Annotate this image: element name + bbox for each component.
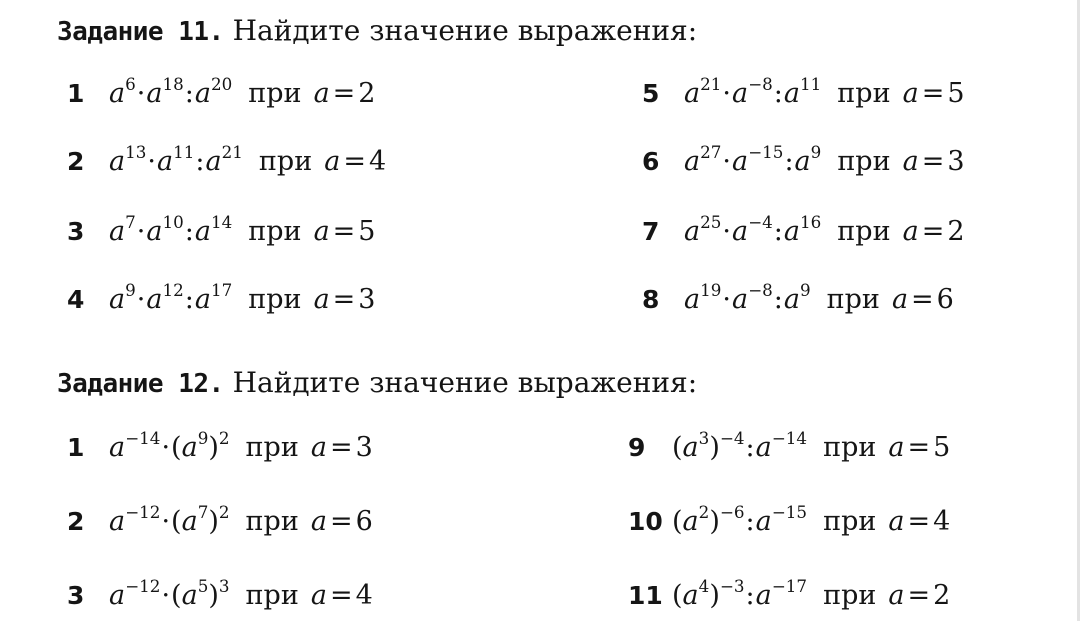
- equals-sign: =: [332, 216, 356, 247]
- right-paren: ): [208, 580, 219, 611]
- colon-operator: :: [184, 216, 194, 247]
- variable: a: [902, 146, 919, 177]
- exponent: 9: [810, 142, 822, 163]
- task-12-problem-3: [67, 576, 373, 611]
- expression: [672, 502, 808, 537]
- variable: a: [313, 284, 330, 315]
- condition-value: 6: [355, 506, 373, 537]
- exponent: −8: [748, 74, 773, 95]
- variable: a: [181, 432, 198, 463]
- condition-value: 2: [358, 78, 376, 109]
- variable: a: [157, 146, 174, 177]
- task-11-problem-3: [67, 212, 376, 247]
- exponent: −15: [771, 502, 808, 523]
- exponent: 17: [210, 280, 233, 301]
- exponent: 13: [125, 142, 147, 163]
- right-paren: ): [208, 506, 219, 537]
- exponent: −6: [719, 502, 745, 523]
- variable: a: [109, 284, 126, 315]
- right-paren: ): [709, 580, 720, 611]
- dot-operator: ·: [722, 146, 731, 177]
- variable: a: [682, 432, 699, 463]
- variable: a: [902, 216, 919, 247]
- condition: [324, 146, 386, 177]
- variable: a: [194, 78, 211, 109]
- variable: a: [891, 284, 909, 315]
- condition: [314, 216, 376, 247]
- left-paren: (: [171, 432, 182, 463]
- exponent: −12: [125, 502, 161, 523]
- task-12-problem-2: [67, 502, 373, 537]
- condition: [311, 580, 373, 611]
- equals-sign: =: [329, 432, 353, 463]
- right-paren: ): [208, 432, 219, 463]
- problem-number: 1: [67, 79, 85, 108]
- task-12-heading: [57, 366, 697, 399]
- task-12-problem-10: [628, 502, 951, 537]
- task-11-problem-2: [67, 142, 387, 177]
- problem-number: 1: [67, 433, 85, 462]
- variable: a: [888, 506, 905, 537]
- condition-word: при: [245, 506, 299, 537]
- problem-number: 9: [628, 433, 646, 462]
- task-11-problem-6: [642, 142, 965, 177]
- condition-word: при: [258, 146, 313, 177]
- expression: [109, 428, 230, 463]
- dot-operator: ·: [136, 216, 146, 247]
- variable: a: [109, 432, 126, 463]
- condition-word: при: [837, 216, 891, 247]
- variable: a: [888, 580, 905, 611]
- condition-word: при: [248, 216, 302, 247]
- condition: [903, 78, 965, 109]
- equals-sign: =: [332, 284, 356, 315]
- dot-operator: ·: [722, 216, 731, 247]
- exponent: −15: [748, 142, 784, 163]
- equals-sign: =: [343, 146, 366, 177]
- problem-number: 8: [642, 285, 660, 314]
- condition-value: 2: [933, 580, 951, 611]
- dot-operator: ·: [147, 146, 156, 177]
- variable: a: [194, 284, 211, 315]
- condition-value: 4: [933, 506, 951, 537]
- dot-operator: ·: [161, 580, 171, 611]
- colon-operator: :: [773, 78, 783, 109]
- variable: a: [310, 506, 327, 537]
- equals-sign: =: [911, 284, 934, 315]
- problem-number: 4: [67, 285, 85, 314]
- right-paren: ): [709, 432, 720, 463]
- expression: [684, 74, 822, 109]
- condition: [311, 506, 373, 537]
- variable: a: [205, 146, 222, 177]
- variable: a: [146, 284, 163, 315]
- left-paren: (: [171, 506, 182, 537]
- variable: a: [783, 78, 800, 109]
- variable: a: [684, 78, 701, 109]
- condition-value: 4: [368, 146, 387, 177]
- expression: [109, 212, 233, 247]
- task-11-problem-4: [67, 280, 376, 315]
- exponent: 9: [197, 428, 209, 449]
- exponent: 5: [197, 576, 209, 597]
- condition-word: при: [823, 580, 877, 611]
- colon-operator: :: [184, 78, 194, 109]
- variable: a: [755, 432, 772, 463]
- expression: [109, 74, 233, 109]
- equals-sign: =: [921, 78, 945, 109]
- condition: [888, 506, 950, 537]
- exponent: 3: [698, 428, 710, 449]
- condition-value: 3: [358, 284, 376, 315]
- exponent: −8: [748, 280, 773, 301]
- exponent: 11: [173, 142, 195, 163]
- variable: a: [109, 146, 126, 177]
- task-11-text: Найдите значение выражения:: [232, 14, 698, 47]
- variable: a: [732, 284, 749, 315]
- condition-word: при: [823, 506, 877, 537]
- dot-operator: ·: [722, 284, 731, 315]
- condition-value: 4: [355, 580, 373, 611]
- variable: a: [684, 284, 701, 315]
- expression: [684, 142, 822, 177]
- variable: a: [682, 506, 699, 537]
- exponent: 18: [162, 74, 184, 95]
- problem-number: 10: [628, 507, 663, 536]
- exponent: 3: [218, 576, 230, 597]
- exponent: −14: [771, 428, 808, 449]
- exponent: 10: [162, 212, 184, 233]
- condition: [892, 284, 954, 315]
- exponent: 19: [700, 280, 722, 301]
- condition: [888, 580, 950, 611]
- colon-operator: :: [773, 216, 783, 247]
- equals-sign: =: [329, 506, 353, 537]
- exponent: 4: [698, 576, 710, 597]
- task-12-problem-11: [628, 576, 951, 611]
- colon-operator: :: [784, 146, 794, 177]
- dot-operator: ·: [136, 78, 146, 109]
- condition-word: при: [823, 432, 877, 463]
- variable: a: [109, 506, 126, 537]
- colon-operator: :: [745, 580, 755, 611]
- variable: a: [888, 432, 905, 463]
- variable: a: [324, 146, 341, 177]
- condition-word: при: [837, 78, 891, 109]
- condition-word: при: [245, 580, 299, 611]
- problem-number: 11: [628, 581, 663, 610]
- exponent: 16: [800, 212, 822, 233]
- task-12-label: Задание 12.: [57, 369, 224, 399]
- colon-operator: :: [745, 432, 755, 463]
- expression: [109, 576, 230, 611]
- dot-operator: ·: [722, 78, 731, 109]
- condition: [314, 78, 376, 109]
- condition-value: 6: [936, 284, 954, 315]
- variable: a: [684, 216, 701, 247]
- problem-number: 2: [67, 507, 85, 536]
- variable: a: [313, 216, 330, 247]
- colon-operator: :: [195, 146, 205, 177]
- problem-number: 5: [642, 79, 660, 108]
- problem-number: 2: [67, 147, 85, 176]
- exponent: 27: [700, 142, 722, 163]
- left-paren: (: [672, 506, 683, 537]
- variable: a: [310, 432, 327, 463]
- equals-sign: =: [907, 432, 931, 463]
- exponent: 9: [125, 280, 136, 301]
- variable: a: [313, 78, 330, 109]
- variable: a: [755, 506, 772, 537]
- expression: [109, 142, 243, 177]
- expression: [684, 280, 811, 315]
- condition: [903, 146, 965, 177]
- colon-operator: :: [184, 284, 194, 315]
- condition-word: при: [248, 78, 302, 109]
- equals-sign: =: [921, 146, 945, 177]
- task-11-problem-5: [642, 74, 965, 109]
- variable: a: [902, 78, 919, 109]
- variable: a: [109, 580, 126, 611]
- condition-word: при: [245, 432, 299, 463]
- task-11-heading: [57, 14, 697, 47]
- exponent: −17: [771, 576, 808, 597]
- variable: a: [310, 580, 327, 611]
- variable: a: [146, 78, 163, 109]
- task-12-text: Найдите значение выражения:: [232, 366, 698, 399]
- condition-value: 3: [947, 146, 965, 177]
- problem-number: 6: [642, 147, 660, 176]
- colon-operator: :: [745, 506, 755, 537]
- expression: [684, 212, 822, 247]
- variable: a: [109, 216, 126, 247]
- variable: a: [783, 284, 800, 315]
- dot-operator: ·: [161, 432, 171, 463]
- variable: a: [194, 216, 211, 247]
- exponent: 7: [125, 212, 136, 233]
- variable: a: [109, 78, 126, 109]
- exponent: 20: [210, 74, 233, 95]
- condition: [314, 284, 376, 315]
- equals-sign: =: [921, 216, 945, 247]
- variable: a: [732, 216, 749, 247]
- task-11-problem-7: [642, 212, 965, 247]
- equals-sign: =: [907, 506, 931, 537]
- exponent: 9: [800, 280, 811, 301]
- dot-operator: ·: [161, 506, 171, 537]
- exponent: 2: [698, 502, 710, 523]
- condition-value: 5: [933, 432, 951, 463]
- condition: [903, 216, 965, 247]
- task-11-label: Задание 11.: [57, 17, 224, 47]
- variable: a: [684, 146, 701, 177]
- problem-number: 7: [642, 217, 660, 246]
- condition-word: при: [248, 284, 302, 315]
- exponent: 12: [162, 280, 184, 301]
- variable: a: [181, 580, 198, 611]
- left-paren: (: [171, 580, 182, 611]
- exponent: −4: [719, 428, 745, 449]
- exponent: 7: [197, 502, 209, 523]
- colon-operator: :: [773, 284, 783, 315]
- variable: a: [755, 580, 772, 611]
- condition-value: 3: [355, 432, 373, 463]
- expression: [109, 502, 230, 537]
- exponent: 21: [221, 142, 243, 163]
- expression: [672, 428, 808, 463]
- variable: a: [794, 146, 811, 177]
- condition-word: при: [826, 284, 880, 315]
- condition-word: при: [837, 146, 891, 177]
- condition-value: 5: [358, 216, 376, 247]
- exponent: 6: [125, 74, 136, 95]
- exponent: 14: [210, 212, 233, 233]
- exponent: −12: [125, 576, 161, 597]
- condition-value: 2: [947, 216, 965, 247]
- dot-operator: ·: [136, 284, 146, 315]
- task-11-problem-1: [67, 74, 376, 109]
- left-paren: (: [672, 580, 683, 611]
- variable: a: [181, 506, 198, 537]
- left-paren: (: [672, 432, 683, 463]
- task-11-problem-8: [642, 280, 954, 315]
- variable: a: [682, 580, 699, 611]
- exponent: 11: [800, 74, 822, 95]
- variable: a: [732, 78, 749, 109]
- equals-sign: =: [907, 580, 931, 611]
- condition: [311, 432, 373, 463]
- task-12-problem-9: [628, 428, 951, 463]
- problem-number: 3: [67, 217, 85, 246]
- exponent: −3: [719, 576, 745, 597]
- condition-value: 5: [947, 78, 965, 109]
- exponent: −4: [748, 212, 773, 233]
- expression: [109, 280, 233, 315]
- variable: a: [783, 216, 800, 247]
- right-paren: ): [709, 506, 720, 537]
- equals-sign: =: [332, 78, 356, 109]
- exponent: 21: [700, 74, 722, 95]
- variable: a: [146, 216, 163, 247]
- expression: [672, 576, 808, 611]
- task-12-problem-1: [67, 428, 373, 463]
- exponent: 2: [218, 502, 230, 523]
- variable: a: [732, 146, 749, 177]
- condition: [888, 432, 950, 463]
- exponent: 25: [700, 212, 722, 233]
- problem-number: 3: [67, 581, 85, 610]
- equals-sign: =: [329, 580, 353, 611]
- exponent: −14: [125, 428, 161, 449]
- exponent: 2: [218, 428, 230, 449]
